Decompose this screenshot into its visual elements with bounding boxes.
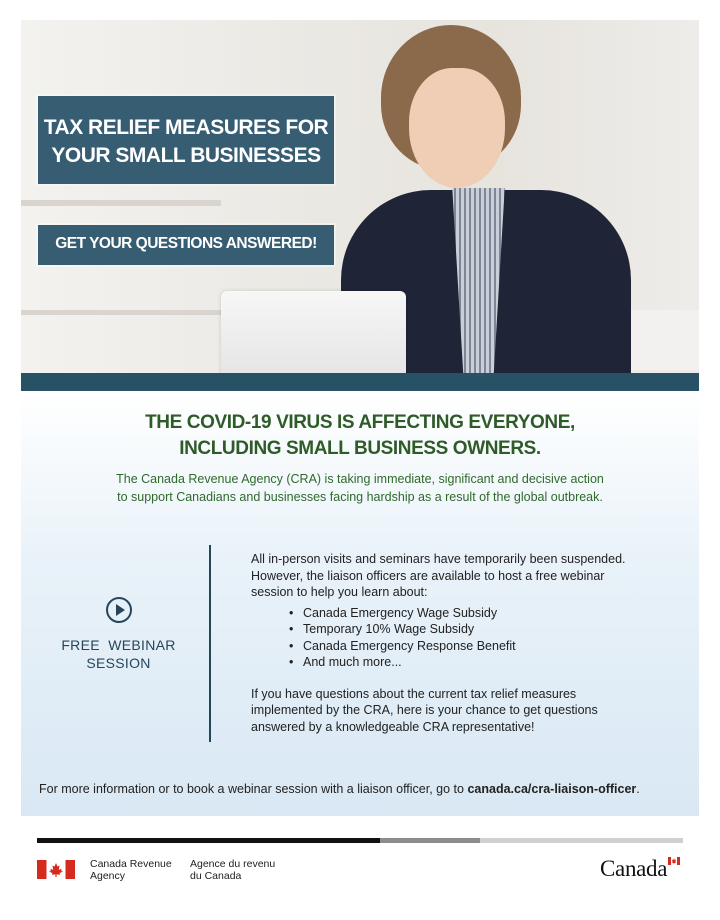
questions-banner [38,225,334,265]
canada-wordmark: Canada [600,856,668,881]
agency-fr-line2: du Canada [190,870,242,882]
headline-line1: TAX RELIEF MEASURES FOR [43,116,329,139]
footer-rule [37,838,683,843]
webinar-description [251,551,671,735]
closing-line2: implemented by the CRA, here is your chance to get questions [251,703,598,717]
agency-name-english [90,858,172,882]
woman-face [409,68,505,188]
more-info-line [39,782,640,796]
laptop [221,291,406,373]
headline-line2: YOUR SMALL BUSINESSES [51,144,321,167]
agency-fr-line1: Agence du revenu [190,858,276,870]
list-item: • Canada Emergency Response Benefit [303,638,671,655]
webinar-body-line3: session to help you learn about: [251,585,428,599]
agency-en-line1: Canada Revenue [90,858,172,870]
rule-segment-gray [380,838,480,843]
agency-en-line2: Agency [90,870,126,882]
headline-banner [38,96,334,184]
webinar-label-line2: SESSION [86,655,151,671]
play-icon [106,597,132,623]
closing-line1: If you have questions about the current tax relief measures [251,686,577,701]
list-item: • And much more... [303,654,671,671]
webinar-body-line2: However, the liaison officers are available to host a free webinar [251,568,605,583]
content-panel [21,391,699,816]
agency-name-french [190,858,275,882]
webinar-label-line1: FREE WEBINAR [61,637,176,653]
covid-title-line1: THE COVID-19 VIRUS IS AFFECTING EVERYONE, [145,412,575,433]
webinar-callout [46,597,191,672]
cra-intro-text [81,470,639,506]
rule-segment-black [37,838,380,843]
more-info-text: For more information or to book a webinar session with a liaison officer, go to [39,782,468,796]
intro-line2: to support Canadians and businesses facing hardship as a result of the global outbreak. [117,490,603,504]
rule-segment-light [480,838,683,843]
list-item: • Canada Emergency Wage Subsidy [303,605,671,622]
covid-title [21,410,699,462]
intro-line1: The Canada Revenue Agency (CRA) is taking immediate, significant and decisive action [116,472,604,486]
webinar-body-line1: All in-person visits and seminars have temporarily been suspended. [251,552,626,566]
covid-title-line2: INCLUDING SMALL BUSINESS OWNERS. [179,438,541,459]
topic-list [251,605,671,671]
background-shelf [21,200,221,206]
background-shelf [21,310,221,315]
list-item: • Temporary 10% Wage Subsidy [303,621,671,638]
liaison-officer-link[interactable]: canada.ca/cra-liaison-officer [467,782,637,796]
hero-bottom-band [21,373,699,391]
webinar-label [46,636,191,672]
canada-wordmark-flag-icon [668,857,680,865]
more-info-period: . [636,782,640,796]
questions-banner-text: GET YOUR QUESTIONS ANSWERED! [55,235,317,252]
closing-line3: answered by a knowledgeable CRA representative! [251,719,535,734]
vertical-divider [209,545,211,742]
hero-image [21,20,699,373]
canada-flag-icon [37,860,75,879]
